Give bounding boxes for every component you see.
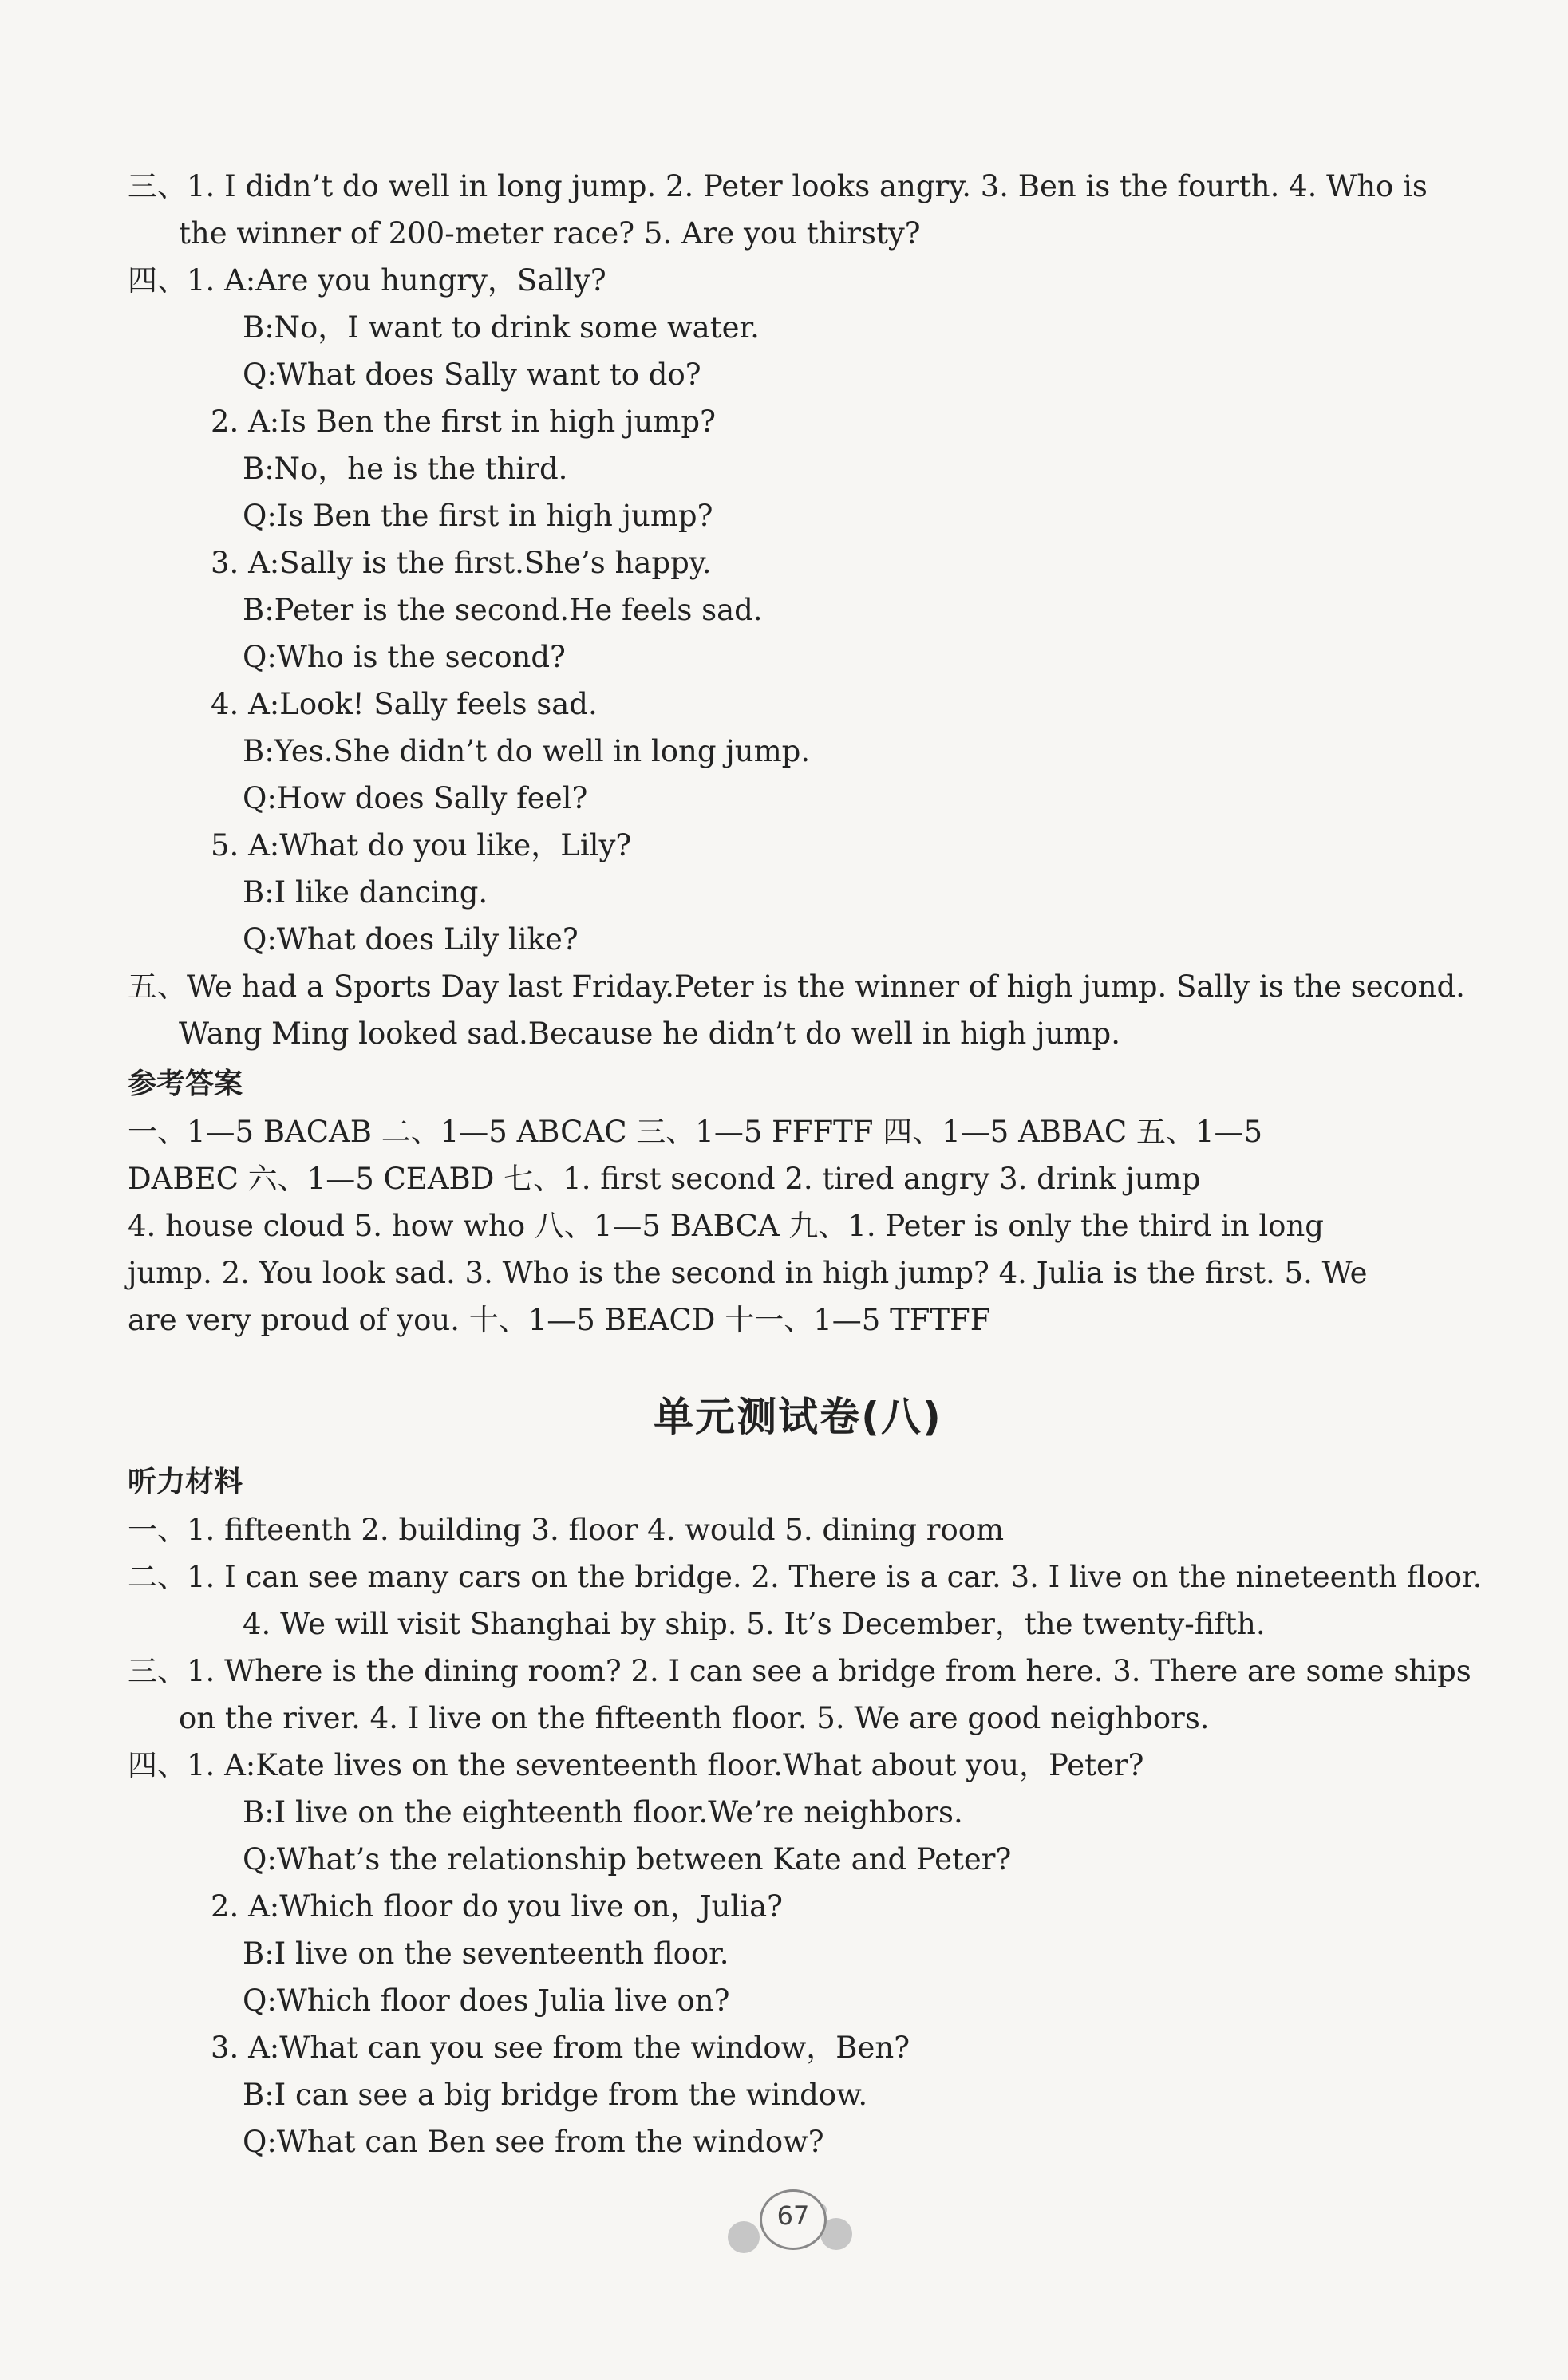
unit8-section3-line2: on the river. 4. I live on the fifteenth floor. 5. We are good neighbors.	[179, 1701, 1210, 1735]
section4-q1-q: Q:What does Sally want to do?	[243, 357, 701, 392]
unit8-section4-q1-q: Q:What’s the relationship between Kate and Peter?	[243, 1842, 1012, 1877]
answer-page	[128, 163, 1483, 2165]
listening-heading: 听力材料	[128, 1466, 243, 1498]
section3-line2: the winner of 200-meter race? 5. Are you thirsty?	[179, 216, 921, 251]
section4-q2-q: Q:Is Ben the first in high jump?	[243, 499, 713, 533]
section5-line1: 五、We had a Sports Day last Friday.Peter is the winner of high jump. Sally is the second.	[128, 969, 1465, 1004]
answers-line: DABEC 六、1—5 CEABD 七、1. first second 2. tired angry 3. drink jump	[128, 1162, 1201, 1196]
unit8-section3-line1: 三、1. Where is the dining room? 2. I can see a bridge from here. 3. There are some ships	[128, 1654, 1471, 1688]
unit8-section4-q1-a: 四、1. A:Kate lives on the seventeenth floor.What about you，Peter?	[128, 1748, 1144, 1782]
section4-q3-b: B:Peter is the second.He feels sad.	[243, 593, 763, 627]
section4-q2-b: B:No，he is the third.	[243, 452, 568, 486]
unit8-section4-q2-q: Q:Which floor does Julia live on?	[243, 1983, 730, 2018]
answers-line: jump. 2. You look sad. 3. Who is the second in high jump? 4. Julia is the first. 5. We	[128, 1256, 1368, 1290]
section4-q5-b: B:I like dancing.	[243, 875, 488, 910]
unit8-section2-line2: 4. We will visit Shanghai by ship. 5. It’s December，the twenty-fifth.	[243, 1607, 1266, 1641]
answers-heading: 参考答案	[128, 1068, 243, 1100]
page-number-badge	[728, 2186, 855, 2258]
section4-q1-a: 四、1. A:Are you hungry，Sally?	[128, 263, 606, 298]
unit8-section1: 一、1. fifteenth 2. building 3. floor 4. would 5. dining room	[128, 1513, 1005, 1547]
section5-line2: Wang Ming looked sad.Because he didn’t do well in high jump.	[179, 1016, 1120, 1051]
section4-q3-a: 3. A:Sally is the first.She’s happy.	[211, 546, 712, 580]
section4-q4-q: Q:How does Sally feel?	[243, 781, 588, 815]
decor-circle-left	[728, 2221, 760, 2253]
answers-line: are very proud of you. 十、1—5 BEACD 十一、1—5 TFTFF	[128, 1303, 991, 1337]
section4-q2-a: 2. A:Is Ben the first in high jump?	[211, 405, 716, 439]
section4-q5-q: Q:What does Lily like?	[243, 922, 579, 957]
page-number: 67	[776, 2200, 810, 2231]
section3-line1: 三、1. I didn’t do well in long jump. 2. Peter looks angry. 3. Ben is the fourth. 4. Who is	[128, 169, 1428, 203]
section4-q1-b: B:No，I want to drink some water.	[243, 310, 760, 345]
unit8-section4-q3-q: Q:What can Ben see from the window?	[243, 2125, 824, 2159]
unit8-section2-line1: 二、1. I can see many cars on the bridge. 2. There is a car. 3. I live on the nineteenth floor.	[128, 1560, 1483, 1594]
unit8-section4-q2-b: B:I live on the seventeenth floor.	[243, 1936, 729, 1971]
section4-q3-q: Q:Who is the second?	[243, 640, 566, 674]
answers-line: 4. house cloud 5. how who 八、1—5 BABCA 九、1. Peter is only the third in long	[128, 1209, 1324, 1243]
unit8-section4-q2-a: 2. A:Which floor do you live on，Julia?	[211, 1889, 783, 1924]
section4-q4-b: B:Yes.She didn’t do well in long jump.	[243, 734, 811, 768]
unit8-section4-q3-a: 3. A:What can you see from the window，Ben?	[211, 2031, 910, 2065]
answers-line: 一、1—5 BACAB 二、1—5 ABCAC 三、1—5 FFFTF 四、1—5 ABBAC 五、1—5	[128, 1115, 1263, 1149]
unit-title: 单元测试卷(八)	[654, 1394, 942, 1440]
unit8-section4-q1-b: B:I live on the eighteenth floor.We’re neighbors.	[243, 1795, 963, 1829]
section4-q5-a: 5. A:What do you like，Lily?	[211, 828, 632, 862]
unit8-section4-q3-b: B:I can see a big bridge from the window.	[243, 2078, 868, 2112]
section4-q4-a: 4. A:Look! Sally feels sad.	[211, 687, 598, 721]
